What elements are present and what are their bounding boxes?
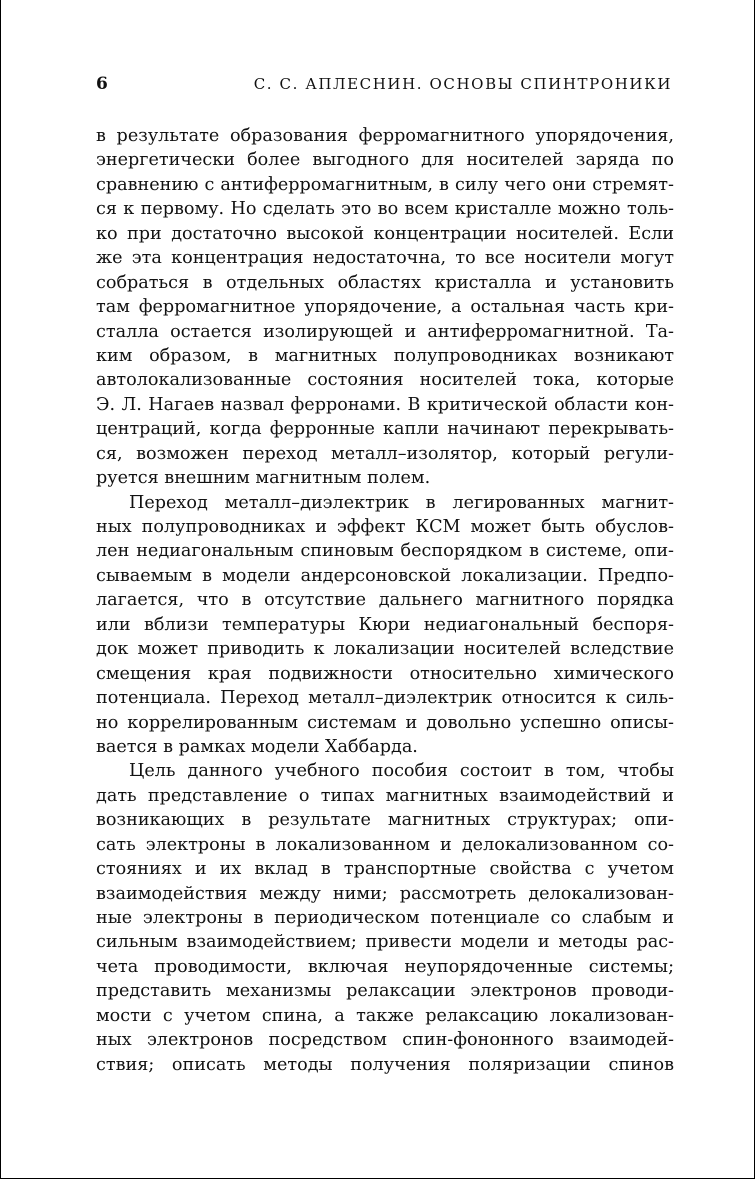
text-line: Э. Л. Нагаев назвал ферронами. В критической области кон-	[96, 394, 674, 415]
text-line: сильным взаимодействием; привести модели и методы рас-	[96, 932, 674, 953]
text-line: вается в рамках модели Хаббарда.	[96, 736, 418, 757]
text-line: же эта концентрация недостаточна, то все носители могут	[96, 248, 674, 269]
page-header	[96, 74, 672, 96]
text-line: док может приводить к локализации носителей вследствие	[96, 639, 674, 660]
text-line: ных полупроводниках и эффект КСМ может быть обуслов-	[96, 517, 674, 537]
text-line: сталла остается изолирующей и антиферромагнитной. Та-	[96, 321, 674, 342]
text-line: ким образом, в магнитных полупроводниках возникают	[96, 345, 674, 366]
text-line: лен недиагональным спиновым беспорядком в системе, опи-	[96, 541, 674, 562]
text-line: взаимодействия между ними; рассмотреть делокализован-	[96, 883, 674, 904]
paragraph	[96, 124, 674, 491]
running-title: С. С. АПЛЕСНИН. ОСНОВЫ СПИНТРОНИКИ	[253, 75, 672, 93]
text-line: ных электронов посредством спин-фононного взаимодей-	[96, 1030, 674, 1051]
page-number: 6	[96, 74, 108, 94]
text-line: мости с учетом спина, а также релаксацию локализован-	[96, 1005, 674, 1026]
text-line: или вблизи температуры Кюри недиагональный беспоря-	[96, 614, 674, 635]
text-line: в результате образования ферромагнитного упорядочения,	[96, 126, 674, 146]
text-line: автолокализованные состояния носителей тока, которые	[96, 370, 674, 391]
body-text	[96, 124, 674, 1077]
text-line: сравнению с антиферромагнитным, в силу чего они стремят-	[96, 174, 674, 195]
text-line: сываемым в модели андерсоновской локализации. Предпо-	[96, 565, 674, 586]
text-line: ные электроны в периодическом потенциале со слабым и	[96, 908, 674, 928]
text-line: ствия; описать методы получения поляризации спинов	[96, 1054, 674, 1075]
text-line: чета проводимости, включая неупорядоченные системы;	[96, 956, 674, 977]
text-line: потенциала. Переход металл–диэлектрик относится к силь-	[96, 688, 674, 709]
paragraph	[96, 759, 674, 1077]
text-line: руется внешним магнитным полем.	[96, 468, 431, 489]
text-line: Цель данного учебного пособия состоит в том, чтобы	[129, 761, 674, 782]
text-line: представить механизмы релаксации электронов проводи-	[96, 981, 674, 1002]
text-line: лагается, что в отсутствие дальнего магнитного порядка	[96, 590, 674, 611]
text-line: но коррелированным системам и довольно успешно описы-	[96, 712, 674, 733]
text-line: ся, возможен переход металл–изолятор, который регули-	[96, 443, 674, 464]
text-line: возникающих в результате магнитных структурах; опи-	[96, 810, 674, 831]
text-line: Переход металл–диэлектрик в легированных магнит-	[129, 492, 674, 513]
text-line: центраций, когда ферронные капли начинают перекрывать-	[96, 419, 674, 440]
text-line: там ферромагнитное упорядочение, а остальная часть кри-	[96, 297, 674, 318]
text-line: ко при достаточно высокой концентрации носителей. Если	[96, 223, 674, 244]
text-line: энергетически более выгодного для носителей заряда по	[96, 150, 674, 171]
text-line: собраться в отдельных областях кристалла и установить	[96, 272, 674, 293]
paragraph	[96, 491, 674, 760]
text-line: сать электроны в локализованном и делокализованном со-	[96, 834, 674, 855]
text-line: стояниях и их вклад в транспортные свойства с учетом	[96, 859, 674, 880]
text-line: ся к первому. Но сделать это во всем кристалле можно толь-	[96, 199, 674, 220]
text-line: смещения края подвижности относительно химического	[96, 663, 674, 684]
text-line: дать представление о типах магнитных взаимодействий и	[96, 785, 674, 806]
